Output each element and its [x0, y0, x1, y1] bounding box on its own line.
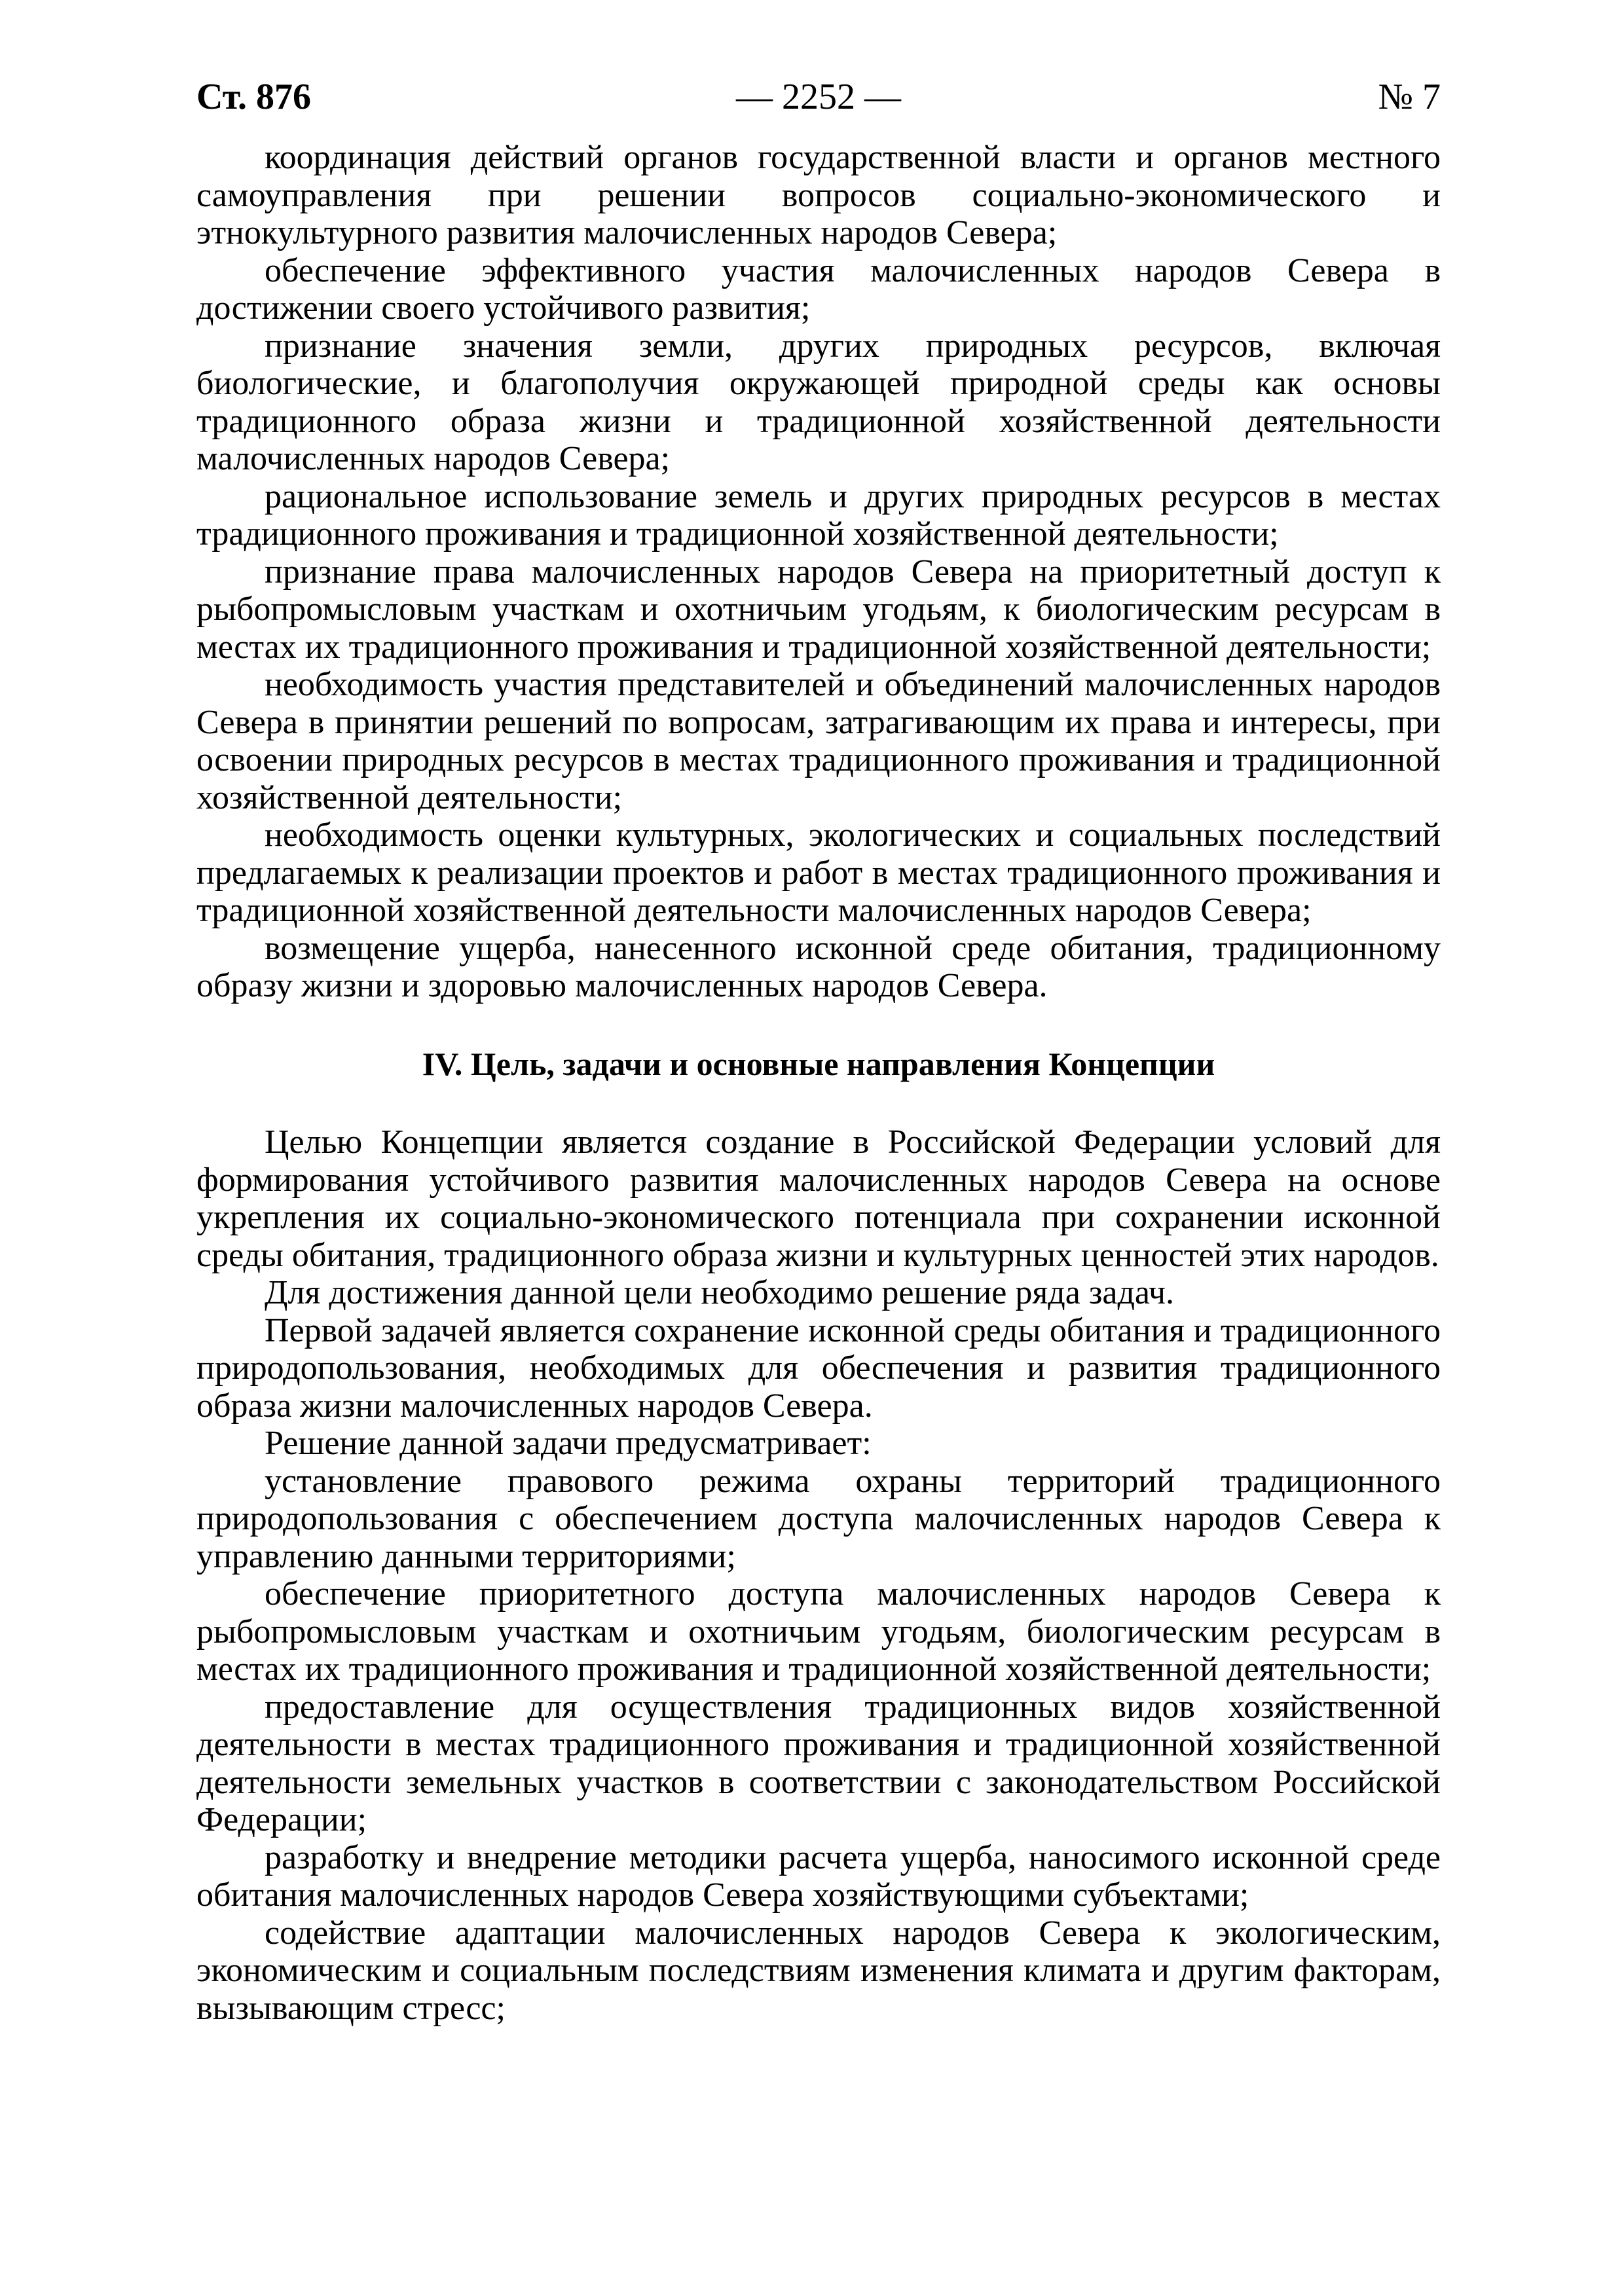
paragraph: Целью Концепции является создание в Российской Федерации условий для формирования устойчивого развития малочисленных народов Севера на основе укрепления их социально-экономического потенциала при сохранении исконной среды обитания, традиционного образа жизни и культурных ценностей этих народов. — [196, 1123, 1441, 1274]
paragraph: необходимость оценки культурных, экологических и социальных последствий предлагаемых к реализации проектов и работ в местах традиционного проживания и традиционной хозяйственной деятельности малочисленных народов Севера; — [196, 816, 1441, 929]
paragraph: необходимость участия представителей и объединений малочисленных народов Севера в принятии решений по вопросам, затрагивающим их права и интересы, при освоении природных ресурсов в местах традиционного проживания и традиционной хозяйственной деятельности; — [196, 666, 1441, 816]
issue-number: № 7 — [1378, 77, 1441, 117]
paragraph: признание права малочисленных народов Севера на приоритетный доступ к рыбопромысловым участкам и охотничьим угодьям, к биологическим ресурсам в местах их традиционного проживания и традиционной хозяйственной деятельности; — [196, 553, 1441, 666]
paragraph: обеспечение приоритетного доступа малочисленных народов Севера к рыбопромысловым участкам и охотничьим угодьям, биологическим ресурсам в местах их традиционного проживания и традиционной хозяйственной деятельности; — [196, 1575, 1441, 1688]
article-number: Ст. 876 — [196, 77, 311, 117]
paragraph: возмещение ущерба, нанесенного исконной среде обитания, традиционному образу жизни и здоровью малочисленных народов Севера. — [196, 929, 1441, 1004]
paragraph: рациональное использование земель и других природных ресурсов в местах традиционного проживания и традиционной хозяйственной деятельности; — [196, 477, 1441, 553]
paragraph: Первой задачей является сохранение исконной среды обитания и традиционного природопользования, необходимых для обеспечения и развития традиционного образа жизни малочисленных народов Севера. — [196, 1311, 1441, 1425]
section-heading: IV. Цель, задачи и основные направления Концепции — [422, 1045, 1215, 1082]
page-number: — 2252 — — [736, 77, 901, 117]
paragraph: установление правового режима охраны территорий традиционного природопользования с обеспечением доступа малочисленных народов Севера к управлению данными территориями; — [196, 1462, 1441, 1575]
page-header — [196, 71, 1441, 123]
paragraph: признание значения земли, других природных ресурсов, включая биологические, и благополучия окружающей природной среды как основы традиционного образа жизни и традиционной хозяйственной деятельности малочисленных народов Севера; — [196, 327, 1441, 477]
paragraph: обеспечение эффективного участия малочисленных народов Севера в достижении своего устойчивого развития; — [196, 251, 1441, 327]
paragraph: Для достижения данной цели необходимо решение ряда задач. — [265, 1274, 1175, 1311]
paragraph: предоставление для осуществления традиционных видов хозяйственной деятельности в местах традиционного проживания и традиционной хозяйственной деятельности земельных участков в соответствии с законодательством Российской Федерации; — [196, 1688, 1441, 1838]
paragraph: разработку и внедрение методики расчета ущерба, наносимого исконной среде обитания малочисленных народов Севера хозяйствующими субъектами; — [196, 1838, 1441, 1914]
paragraph: координация действий органов государственной власти и органов местного самоуправления при решении вопросов социально-экономического и этнокультурного развития малочисленных народов Севера; — [196, 139, 1441, 251]
document-body — [196, 139, 1441, 2027]
paragraph: содействие адаптации малочисленных народов Севера к экологическим, экономическим и социальным последствиям изменения климата и другим факторам, вызывающим стресс; — [196, 1914, 1441, 2027]
paragraph: Решение данной задачи предусматривает: — [265, 1425, 872, 1462]
